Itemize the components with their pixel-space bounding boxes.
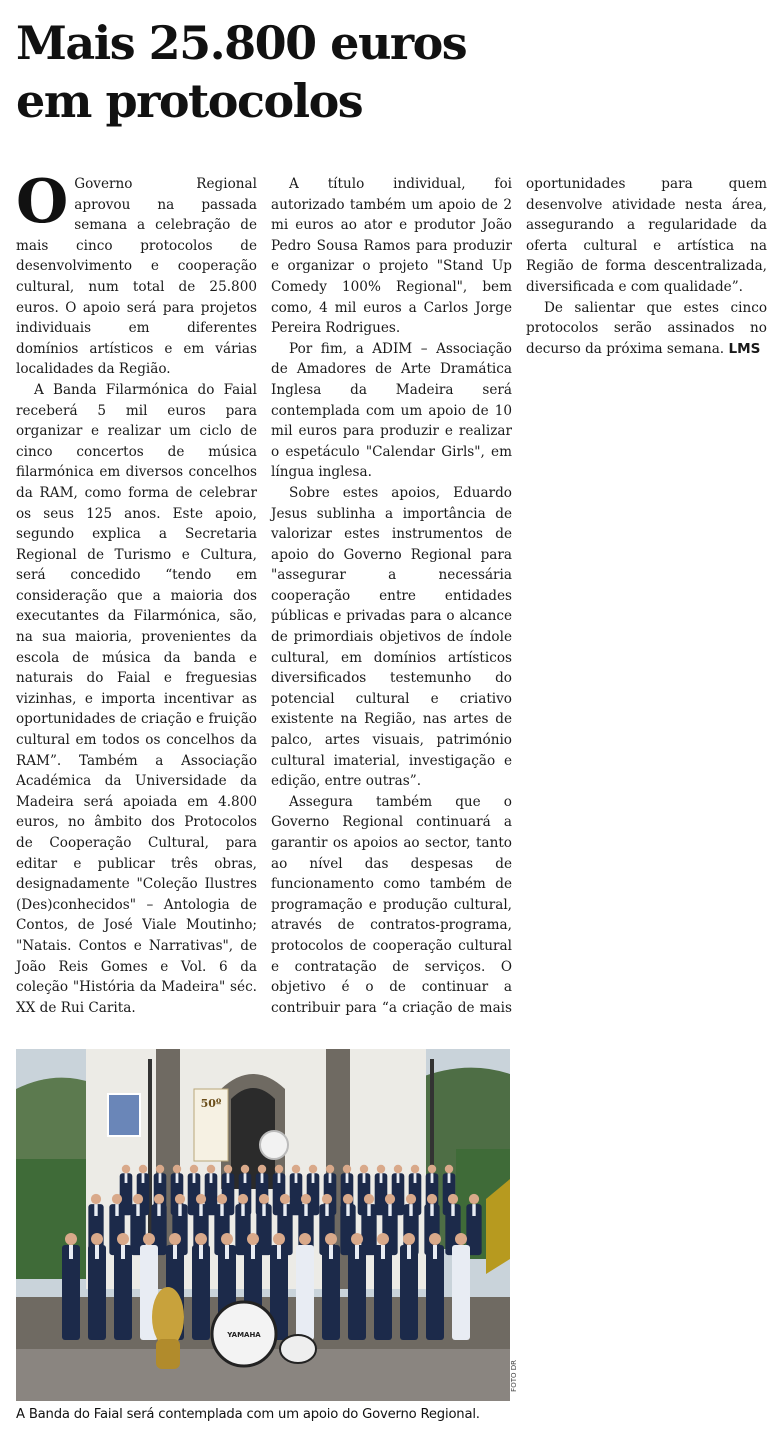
paragraph-intro-text: Governo Regional aprovou na passada semana a celebração de mais cinco protocolos de desenvolvimento e cooperação cultural, num total de 25.800 euros. O apoio será para projetos individuais em diferentes domínios artísticos e em várias localidades da Região. xyxy=(16,176,257,378)
photo-tuba xyxy=(152,1287,184,1369)
paragraph-individual-support: A título individual, foi autorizado também um apoio de 2 mi euros ao ator e produtor João Pedro Sousa Ramos para produzir e organizar o projeto "Stand Up Comedy 100% Regional", bem como, 4 mil euros a Carlos Jorge Pereira Rodrigues. xyxy=(271,176,512,337)
photo-snare-drum xyxy=(280,1335,316,1363)
headline-line-1: Mais 25.800 euros xyxy=(16,16,467,70)
tuba-bell xyxy=(152,1287,184,1347)
paragraph-closing xyxy=(526,298,767,360)
band-member xyxy=(114,1233,132,1340)
photo-sousaphone-bell xyxy=(260,1131,288,1159)
band-member xyxy=(322,1233,340,1340)
band-member xyxy=(400,1233,418,1340)
photo-bass-drum xyxy=(212,1302,276,1366)
band-member xyxy=(62,1233,80,1340)
article-body xyxy=(16,167,767,1036)
photo-credit: FOTO DR xyxy=(510,1360,518,1392)
band-member xyxy=(426,1233,444,1340)
band-member xyxy=(192,1233,210,1340)
drop-cap: O xyxy=(16,167,69,237)
band-photo xyxy=(16,1049,510,1401)
headline-line-2: em protocolos xyxy=(16,74,363,128)
paragraph-banda-faial: A Banda Filarmónica do Faial receberá 5 mil euros para organizar e realizar um ciclo de cinco concertos de música filarmónica em diversos concelhos da RAM, como forma de celebrar os seus 125 anos. Este apoio, segundo explica a Secretaria Regional de Turismo e Cultura, será concedido “tendo em consideração que a maioria dos executantes da Filarmónica, são, na sua maioria, provenientes da escola de música da banda e naturais do Faial e freguesias vizinhas, e importa incentivar as oportunidades de criação e fruição cultural em todos os concelhos da RAM”. Também a Associação Académica da Universidade da Madeira será apoiada em 4.800 euros, no âmbito dos Protocolos de Cooperação Cultural, para editar e publicar três obras, designadamente "Coleção Ilustres (Des)conhecidos" – Antologia de Contos, de José Viale Moutinho; "Natais. Contos e Narrativas", de João Reis Gomes e Vol. 6 da coleção "História da Madeira" séc. XX de Rui Carita. xyxy=(16,381,257,1016)
article-headline xyxy=(16,14,516,130)
photo-tile-panel xyxy=(108,1094,140,1136)
photo-caption: A Banda do Faial será contemplada com um apoio do Governo Regional. xyxy=(16,1407,480,1422)
photo-banner-text: 50º xyxy=(200,1097,222,1110)
paragraph-eduardo-jesus: Sobre estes apoios, Eduardo Jesus sublinha a importância de valorizar estes instrumentos de apoio do Governo Regional para "assegurar a necessária cooperação entre entidades públicas e privadas para o alcance de primordiais objetivos de índole cultural, em domínios artísticos diversificados testemunho do potencial cultural e criativo existente na Região, nas artes de palco, artes visuais, património cultural imaterial, investigação e edição, entre outras”. xyxy=(271,484,512,790)
author-signature: LMS xyxy=(728,340,761,357)
paragraph-government-support: Assegura também que o Governo Regional continuará a garantir os apoios ao sector, tanto ao nível das despesas de funcionamento como também de programação e produção cultural, através de contratos-programa, protocolos de cooperação cultural e contratação de serviços. O objetivo é o de continuar a contribuir para “a criação de mais oportunidades para quem desenvolve atividade nesta área, assegurando a regularidade da oferta cultural e artística na Região de forma descentralizada, diversificada e com qualidade”. xyxy=(271,176,767,1016)
bass-drum-brand: YAMAHA xyxy=(227,1331,261,1339)
band-member xyxy=(452,1233,470,1340)
paragraph-adim: Por fim, a ADIM – Associação de Amadores de Arte Dramática Inglesa da Madeira será contemplada com um apoio de 10 mil euros para produzir e realizar o espetáculo "Calendar Girls", em língua inglesa. xyxy=(271,340,512,481)
tuba-body xyxy=(156,1339,180,1369)
paragraph-intro xyxy=(16,167,257,380)
band-member xyxy=(348,1233,366,1340)
band-member xyxy=(88,1233,106,1340)
band-member xyxy=(296,1233,314,1340)
band-photo-illustration xyxy=(16,1049,510,1401)
paragraph-closing-text: De salientar que estes cinco protocolos serão assinados no decurso da próxima semana. xyxy=(526,299,767,357)
band-member xyxy=(374,1233,392,1340)
